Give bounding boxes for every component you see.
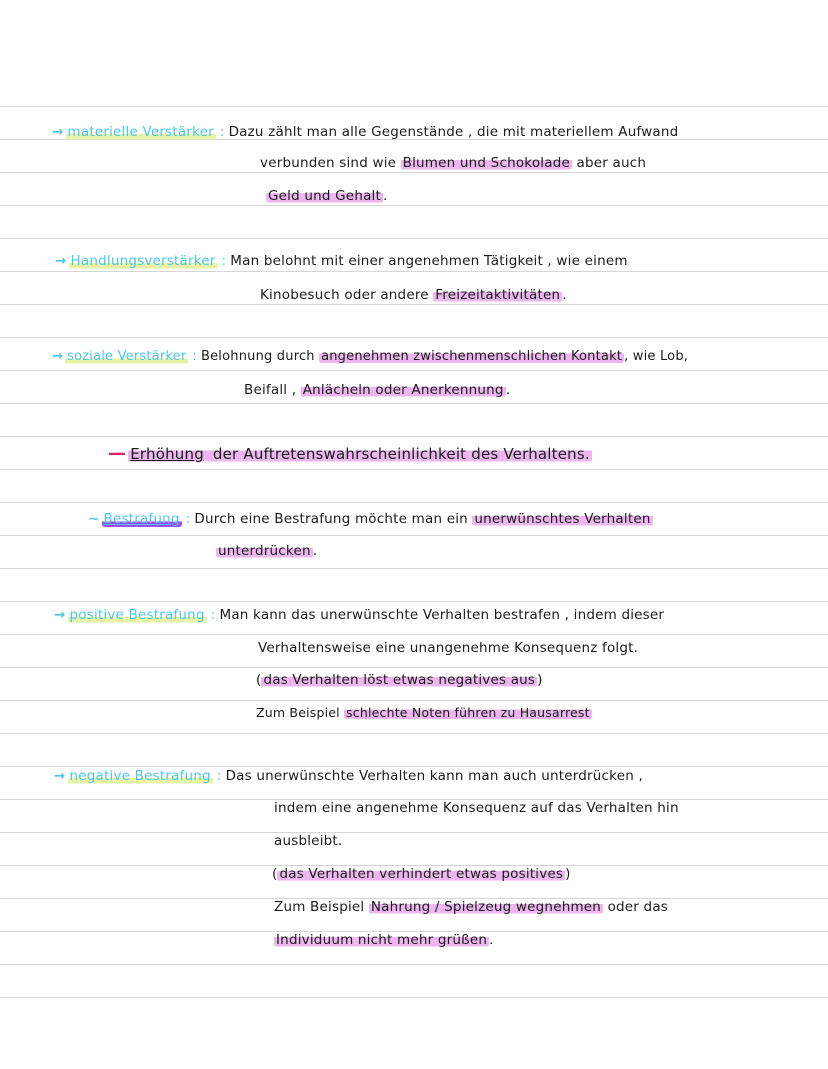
text-span: verbunden sind wie bbox=[260, 155, 401, 171]
text-line bbox=[272, 864, 571, 884]
term-negative-bestrafung: negative Bestrafung bbox=[69, 768, 211, 784]
text-span: ( bbox=[256, 672, 262, 688]
summary-line bbox=[108, 444, 592, 464]
heading-line bbox=[54, 766, 643, 786]
heading-line bbox=[52, 122, 678, 142]
text-line bbox=[274, 930, 494, 950]
highlight: Individuum nicht mehr grüßen bbox=[276, 932, 488, 948]
colon: : bbox=[216, 768, 222, 784]
highlight: Blumen und Schokolade bbox=[402, 155, 570, 171]
rule-line bbox=[0, 271, 828, 272]
text-span: Kinobesuch oder andere bbox=[260, 287, 434, 303]
text-line bbox=[216, 541, 317, 561]
term-positive-bestrafung: positive Bestrafung bbox=[69, 607, 205, 623]
rule-line bbox=[0, 568, 828, 569]
highlight: Nahrung / Spielzeug wegnehmen bbox=[370, 899, 602, 915]
highlight: Geld und Gehalt bbox=[268, 188, 381, 204]
text-line: Das unerwünschte Verhalten kann man auch unterdrücken , bbox=[225, 768, 643, 784]
rule-line bbox=[0, 964, 828, 965]
highlight: das Verhalten verhindert etwas positives bbox=[279, 866, 564, 882]
rule-line bbox=[0, 337, 828, 338]
text-line bbox=[260, 285, 567, 305]
highlight: angenehmen zwischenmenschlichen Kontakt bbox=[321, 349, 623, 364]
text-line: Dazu zählt man alle Gegenstände , die mit materiellem Aufwand bbox=[228, 124, 679, 140]
text-line bbox=[256, 703, 592, 723]
rule-line bbox=[0, 403, 828, 404]
colon: : bbox=[219, 124, 225, 140]
text-span: Belohnung durch bbox=[200, 349, 320, 364]
text-span: ) bbox=[537, 672, 543, 688]
text-span: Zum Beispiel bbox=[274, 899, 369, 915]
highlight: schlechte Noten führen zu Hausarrest bbox=[346, 705, 590, 720]
rule-line bbox=[0, 601, 828, 602]
text-span: . bbox=[489, 932, 494, 948]
text-line bbox=[256, 670, 543, 690]
tilde-icon: ~ bbox=[88, 511, 100, 527]
text-line bbox=[244, 380, 510, 400]
colon: : bbox=[210, 607, 216, 623]
heading-line bbox=[52, 347, 688, 367]
text-line: indem eine angenehme Konsequenz auf das Verhalten hin bbox=[274, 800, 679, 816]
rule-line bbox=[0, 238, 828, 239]
arrow-right-icon: → bbox=[52, 124, 64, 140]
highlight: Anlächeln oder Anerkennung bbox=[302, 382, 504, 398]
colon: : bbox=[185, 511, 191, 527]
heading-line bbox=[54, 605, 664, 625]
highlight: Freizeitaktivitäten bbox=[435, 287, 561, 303]
heading-line bbox=[55, 251, 628, 271]
highlight: Erhöhung bbox=[130, 445, 204, 463]
text-line: Man kann das unerwünschte Verhalten bestrafen , indem dieser bbox=[219, 607, 665, 623]
rule-line bbox=[0, 469, 828, 470]
text-line: Verhaltensweise eine unangenehme Konsequenz folgt. bbox=[258, 640, 639, 656]
text-span: , wie Lob, bbox=[624, 349, 689, 364]
text-span: Durch eine Bestrafung möchte man ein bbox=[194, 511, 473, 527]
text-span: ( bbox=[272, 866, 278, 882]
text-line: ausbleibt. bbox=[274, 833, 343, 849]
rule-line bbox=[0, 832, 828, 833]
colon: : bbox=[192, 349, 197, 364]
arrow-right-icon: → bbox=[52, 349, 64, 364]
rule-line bbox=[0, 535, 828, 536]
text-span: aber auch bbox=[572, 155, 647, 171]
colon: : bbox=[221, 253, 227, 269]
text-span: Zum Beispiel bbox=[256, 705, 345, 720]
text-line bbox=[260, 153, 646, 173]
term-handlungsverstaerker: Handlungsverstärker bbox=[70, 253, 216, 269]
text-line: Man belohnt mit einer angenehmen Tätigkeit , wie einem bbox=[230, 253, 628, 269]
highlight: der Auftretenswahrscheinlichkeit des Verhaltens. bbox=[207, 445, 590, 463]
rule-line bbox=[0, 667, 828, 668]
text-span: oder das bbox=[603, 899, 669, 915]
text-span: . bbox=[312, 543, 318, 559]
text-span: . bbox=[383, 188, 388, 204]
rule-line bbox=[0, 106, 828, 107]
text-line bbox=[266, 186, 388, 206]
text-line bbox=[274, 897, 668, 917]
heading-line bbox=[88, 509, 653, 529]
arrow-right-icon: → bbox=[55, 253, 67, 269]
rule-line bbox=[0, 205, 828, 206]
rule-line bbox=[0, 370, 828, 371]
rule-line bbox=[0, 733, 828, 734]
rule-line bbox=[0, 436, 828, 437]
rule-line bbox=[0, 997, 828, 998]
term-materielle-verstaerker: materielle Verstärker bbox=[67, 124, 214, 140]
text-span: ) bbox=[565, 866, 571, 882]
text-span: . bbox=[505, 382, 511, 398]
highlight: unterdrücken bbox=[218, 543, 311, 559]
rule-line bbox=[0, 634, 828, 635]
rule-line bbox=[0, 502, 828, 503]
term-bestrafung: Bestrafung bbox=[103, 511, 180, 527]
text-span: . bbox=[562, 287, 567, 303]
highlight: unerwünschtes Verhalten bbox=[474, 511, 651, 527]
arrow-right-icon: → bbox=[54, 768, 66, 784]
rule-line bbox=[0, 700, 828, 701]
text-span: Beifall , bbox=[244, 382, 301, 398]
term-soziale-verstaerker: soziale Verstärker bbox=[67, 349, 187, 364]
highlight: das Verhalten löst etwas negatives aus bbox=[263, 672, 536, 688]
arrow-right-icon: → bbox=[54, 607, 66, 623]
dash-icon: — bbox=[108, 443, 127, 464]
